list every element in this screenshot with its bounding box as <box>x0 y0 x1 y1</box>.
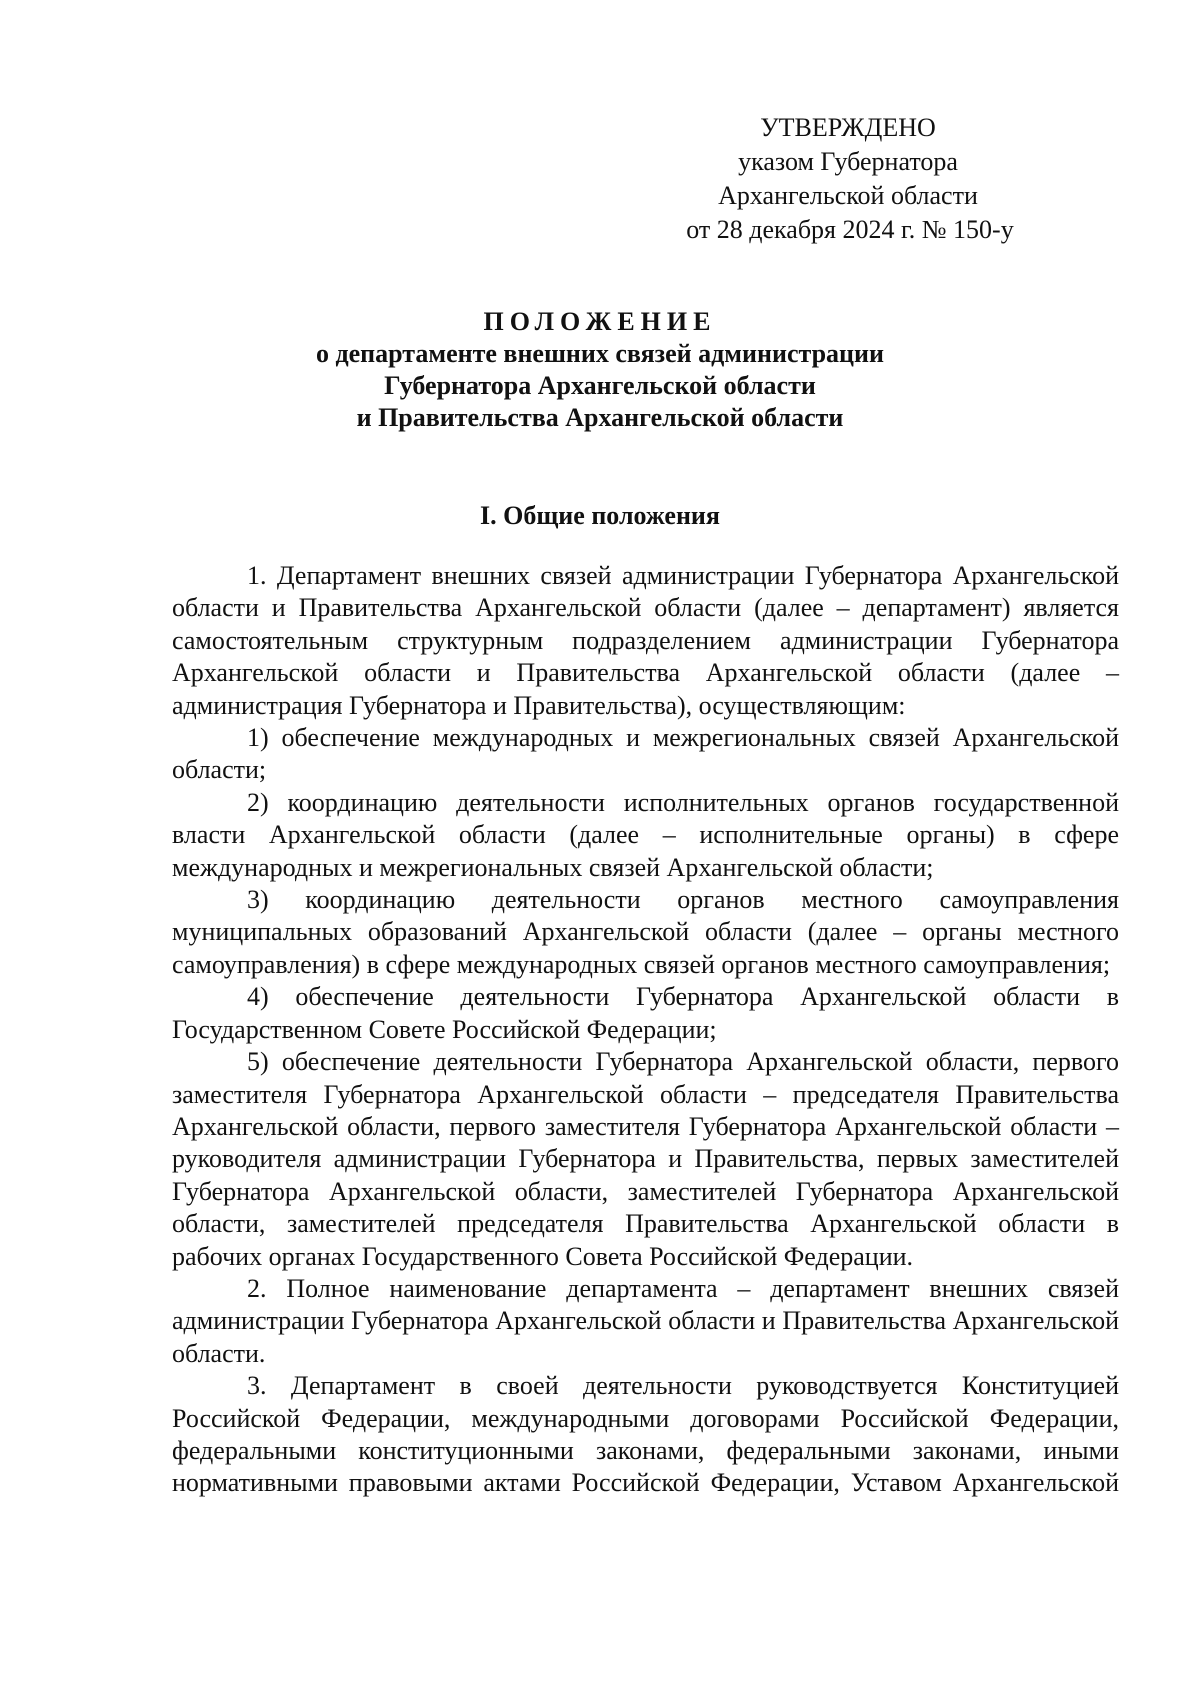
paragraph-3: 3. Департамент в своей деятельности руководствуется Конституцией Российской Федерации, международными договорами Российской Федерации, федеральными конституционными законами, федеральными законами, иными нормативными правовыми актами Российской Федерации, Уставом Архангельской <box>172 1371 1119 1498</box>
section-heading: I. Общие положения <box>480 501 720 530</box>
paragraph-2: 2. Полное наименование департамента – департамент внешних связей администрации Губернатора Архангельской области и Правительства Архангельской области. <box>172 1273 1119 1368</box>
approval-region: Архангельской области <box>718 181 978 210</box>
subparagraph-4: 4) обеспечение деятельности Губернатора Архангельской области в Государственном Совете Российской Федерации; <box>172 982 1119 1044</box>
document-subtitle-line-2: Губернатора Архангельской области <box>384 371 816 400</box>
document-title-block <box>150 306 1050 434</box>
approval-stamp <box>686 111 1014 247</box>
document-subtitle-line-1: о департаменте внешних связей администрации <box>315 339 884 368</box>
subparagraph-3: 3) координацию деятельности органов местного самоуправления муниципальных образований Архангельской области (далее – органы местного самоуправления) в сфере международных связей органов местного самоуправления; <box>172 885 1119 979</box>
document-subtitle-line-3: и Правительства Архангельской области <box>356 403 844 432</box>
subparagraph-2: 2) координацию деятельности исполнительных органов государственной власти Архангельской области (далее – исполнительные органы) в сфере международных и межрегиональных связей Архангельской области; <box>172 787 1119 882</box>
document-body <box>172 560 1119 1500</box>
subparagraph-1: 1) обеспечение международных и межрегиональных связей Архангельской области; <box>172 723 1119 785</box>
document-title: ПОЛОЖЕНИЕ <box>483 307 717 336</box>
paragraph-1: 1. Департамент внешних связей администрации Губернатора Архангельской области и Правительства Архангельской области (далее – департамент) является самостоятельным структурным подразделением администрации Губернатора Архангельской области и Правительства Архангельской области (далее – администрация Губернатора и Правительства), осуществляющим: <box>172 561 1119 720</box>
approval-date: от 28 декабря 2024 г. № 150-у <box>686 215 1014 244</box>
approval-issuer: указом Губернатора <box>738 147 958 176</box>
subparagraph-5: 5) обеспечение деятельности Губернатора Архангельской области, первого заместителя Губернатора Архангельской области – председателя Правительства Архангельской области, первого заместителя Губернатора Архангельской области – руководителя администрации Губернатора и Правительства, первых заместителей Губернатора Архангельской области, заместителей Губернатора Архангельской области, заместителей председателя Правительства Архангельской области в рабочих органах Государственного Совета Российской Федерации. <box>172 1047 1119 1271</box>
approval-label: УТВЕРЖДЕНО <box>760 113 936 142</box>
